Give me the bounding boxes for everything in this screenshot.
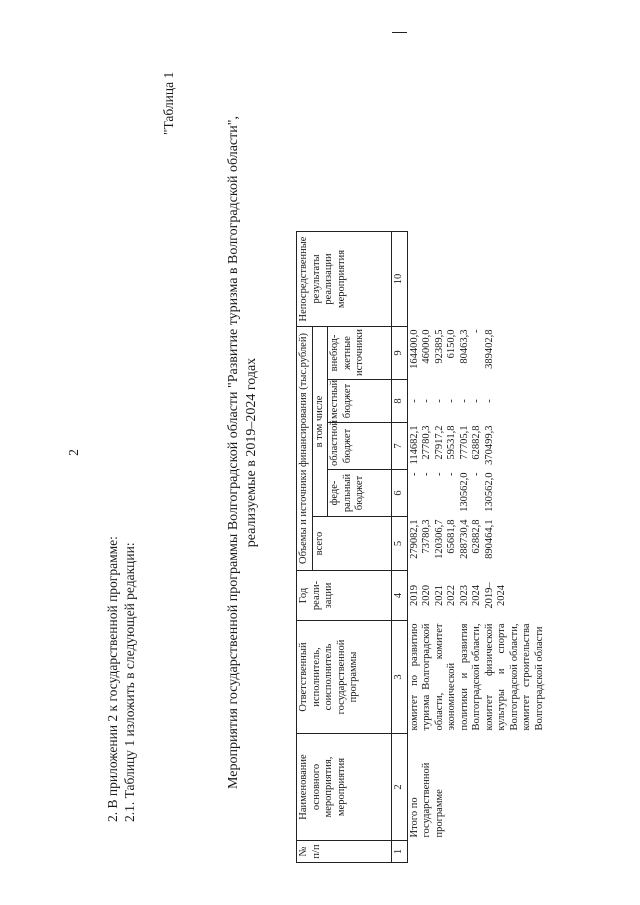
- header-results: Непосредственные результаты реализации мероприятия: [297, 231, 392, 326]
- column-number: 3: [392, 621, 408, 734]
- row-federal: - - - - 130562,0 - 130562,0: [408, 472, 495, 512]
- column-number: 6: [392, 470, 408, 517]
- row-name: Итого по государственной программе: [408, 762, 445, 838]
- row-executor: комитет по развитию туризма Волгоградской области, комитет экономической политики и развития Волгоградской области, комитет физической культуры и спорта Волгоградской области, комитет строительства Волгоградской области: [408, 623, 545, 731]
- row-total: 279082,1 73780,3 120306,7 65681,8 288730,4 62882,8 890464,1: [408, 519, 495, 559]
- header-federal: феде-ральный бюджет: [328, 470, 392, 517]
- header-num: № п/п: [297, 841, 392, 863]
- header-regional: областной бюджет: [328, 423, 392, 470]
- paragraph-2: 2.1. Таблицу 1 изложить в следующей редакции:: [122, 542, 137, 822]
- measures-table: [296, 32, 547, 863]
- table-label: "Таблица 1: [161, 71, 176, 135]
- column-number: 10: [392, 231, 408, 326]
- table-title-line-2: реализуемые в 2019–2024 годах: [244, 357, 259, 548]
- header-local: местный бюджет: [328, 380, 392, 423]
- column-number: 9: [392, 326, 408, 379]
- column-number: 4: [392, 571, 408, 621]
- column-number: 7: [392, 423, 408, 470]
- row-regional: 114682,1 27780,3 27917,2 59531,8 77705,1 62882,8 370499,3: [408, 425, 495, 465]
- row-results: [407, 231, 547, 326]
- header-executor: Ответственный исполнитель, соисполнитель государственной программы: [297, 621, 392, 734]
- column-number: 2: [392, 734, 408, 841]
- column-number: 5: [392, 517, 408, 571]
- header-extra: внебюд-жетные источники: [328, 326, 392, 379]
- header-year: Год реали-зации: [297, 571, 392, 621]
- table-title-line-1: Мероприятия государственной программы Волгоградской области "Развитие туризма в Волгоградской области",: [226, 116, 241, 789]
- row-years: 2019 2020 2021 2022 2023 2024 2019–2024: [408, 582, 507, 609]
- header-funding: Объемы и источники финансирования (тыс.рублей): [297, 326, 313, 570]
- row-local: - - - - - - -: [408, 399, 495, 403]
- header-including: в том числе: [312, 326, 328, 516]
- header-total: всего: [312, 517, 392, 571]
- row-extra: 164400,0 46000,0 92389,5 6150,0 80463,3 - 389402,8: [408, 329, 495, 369]
- column-number: 1: [392, 841, 408, 863]
- paragraph-1: 2. В приложении 2 к государственной программе:: [105, 536, 120, 822]
- table-row: [407, 32, 547, 862]
- column-numbers-row: [392, 32, 408, 862]
- page-number: 2: [66, 449, 81, 456]
- column-number: 8: [392, 380, 408, 423]
- header-name: Наименование основного мероприятия, мероприятия: [297, 734, 392, 841]
- header-row-1: [297, 32, 313, 862]
